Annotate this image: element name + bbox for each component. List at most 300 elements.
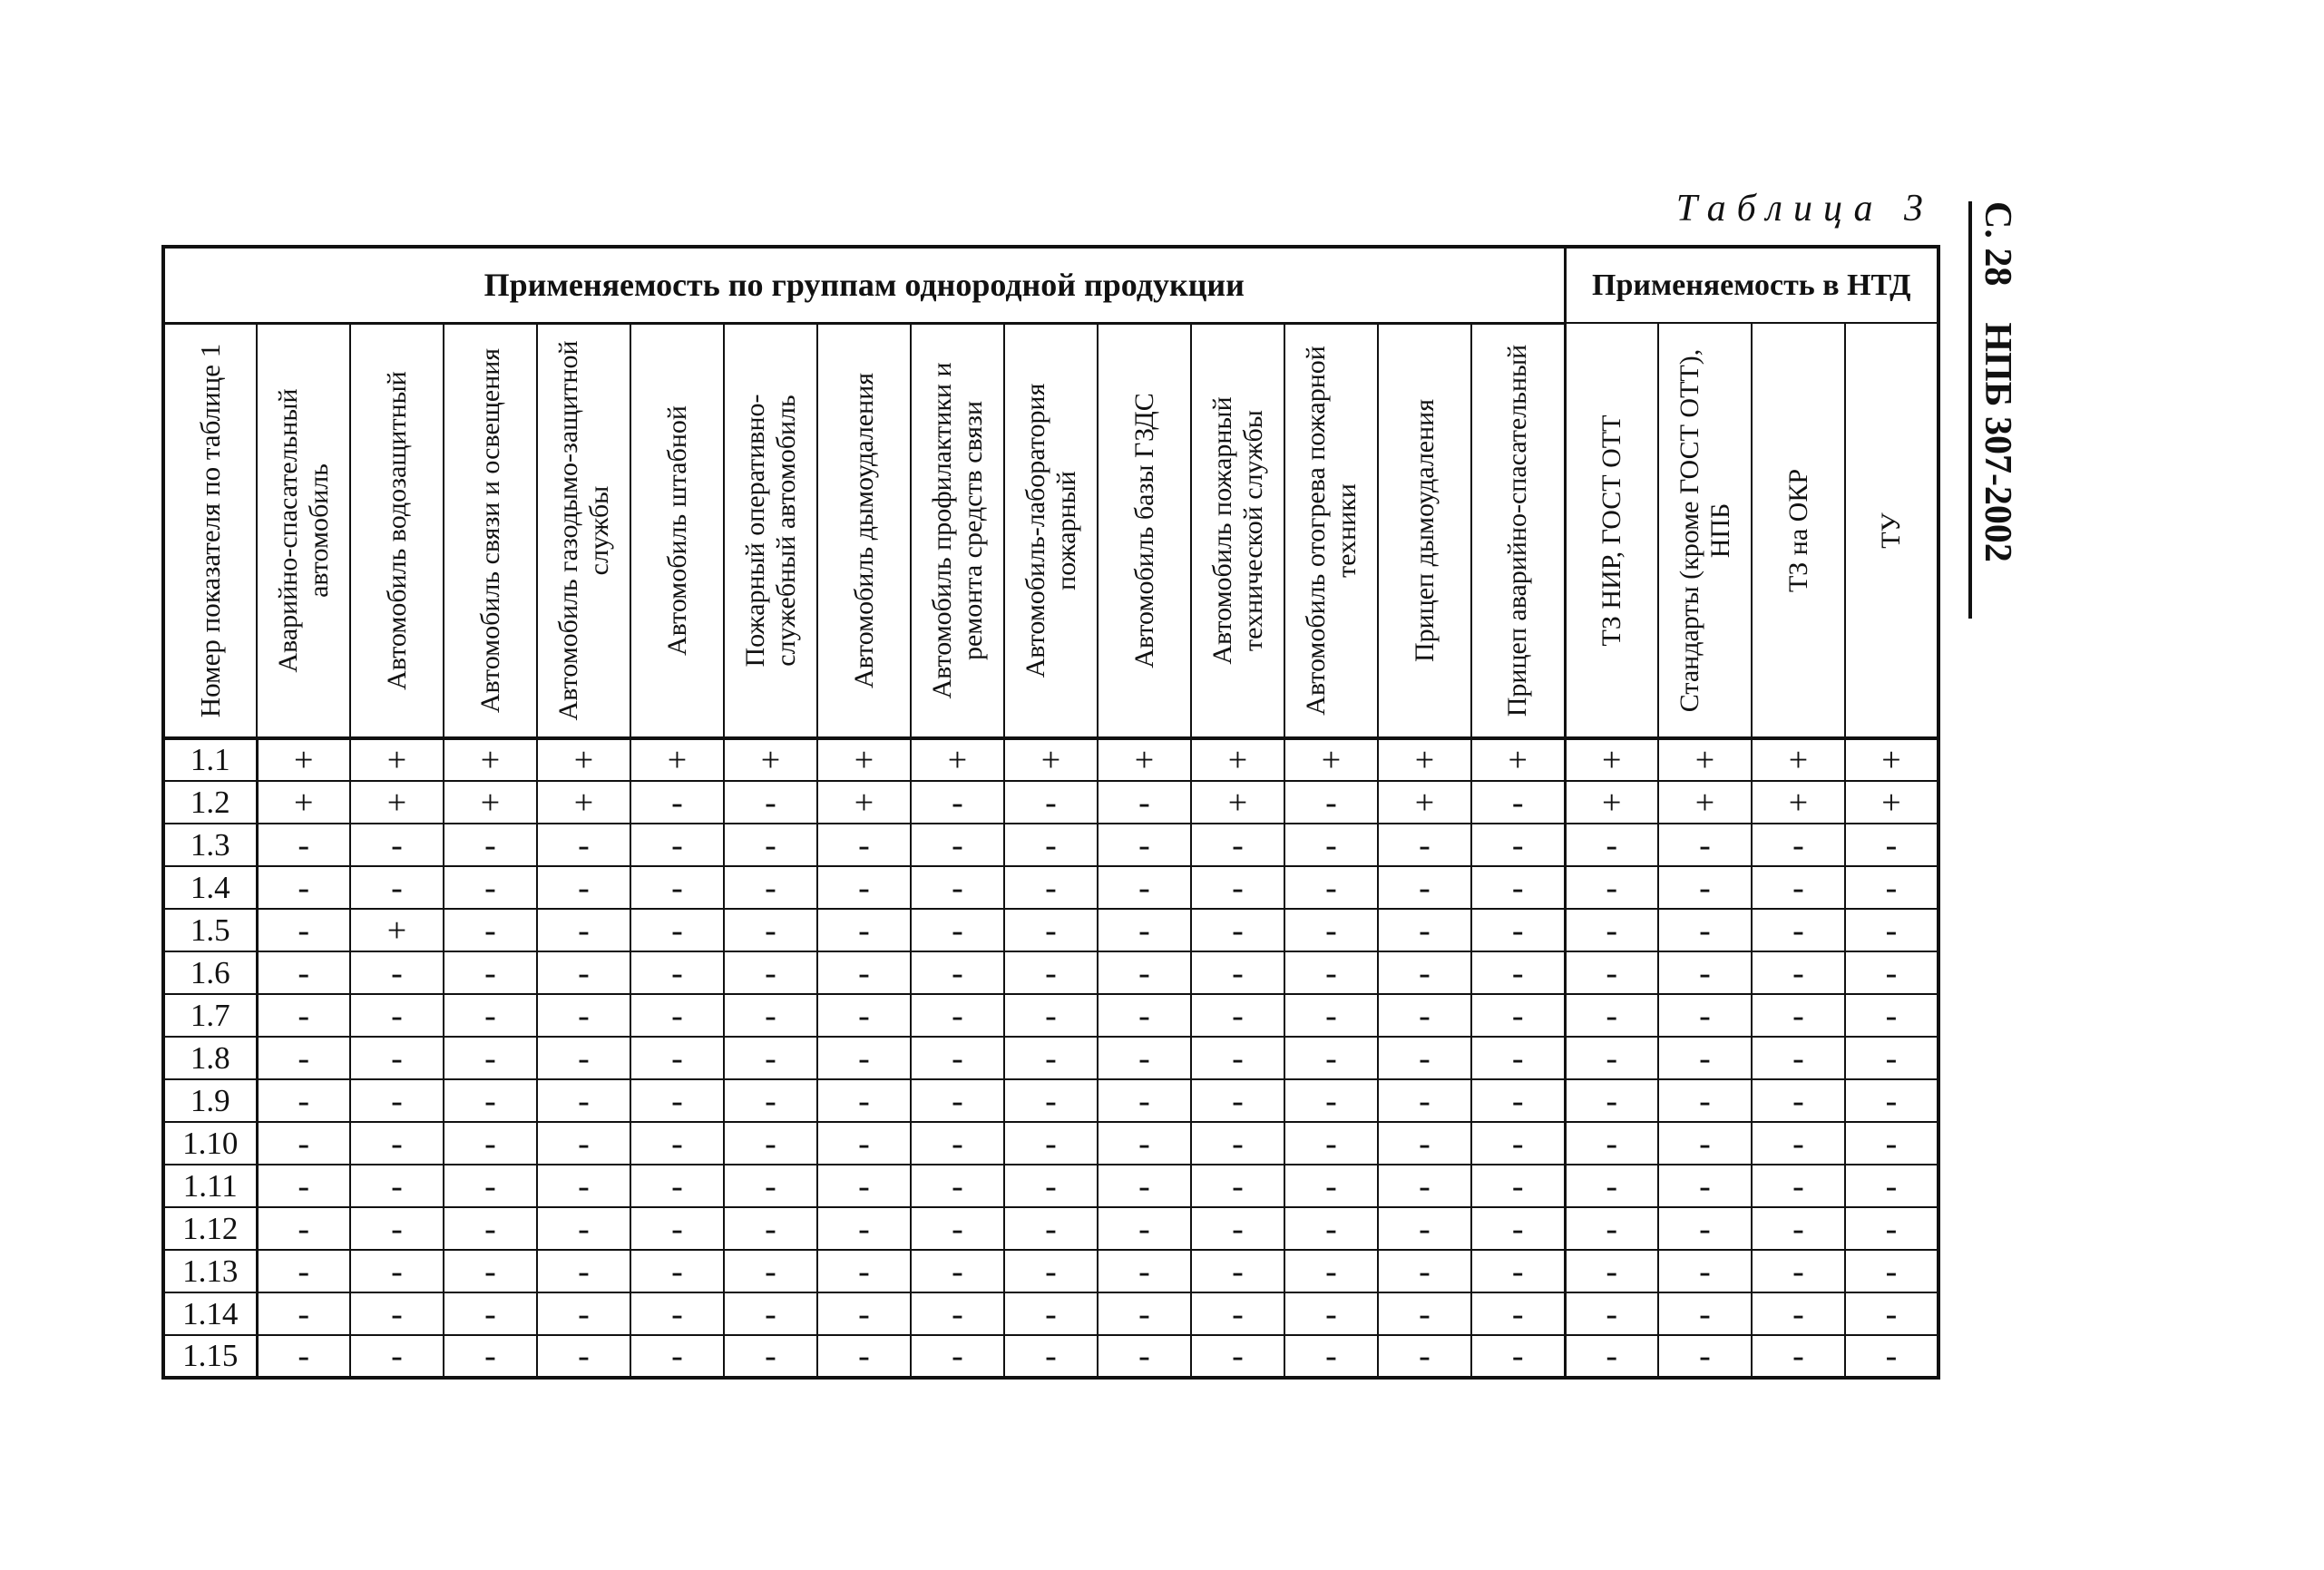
- table-cell: +: [1378, 738, 1471, 781]
- table-cell: -: [911, 1079, 1004, 1122]
- table-cell: -: [444, 1165, 537, 1207]
- table-cell: -: [724, 951, 817, 994]
- table-cell: -: [724, 824, 817, 866]
- table-cell: -: [350, 824, 444, 866]
- table-cell: +: [1565, 738, 1658, 781]
- table-row: [163, 1122, 1938, 1165]
- table-row: [163, 994, 1938, 1037]
- table-cell: -: [1471, 781, 1565, 824]
- table-cell: -: [1471, 1079, 1565, 1122]
- table-cell: -: [1565, 951, 1658, 994]
- table-cell: -: [444, 1079, 537, 1122]
- row-number: 1.5: [163, 909, 257, 951]
- table-cell: -: [1004, 1165, 1098, 1207]
- table-cell: -: [257, 866, 350, 909]
- table-cell: -: [1378, 994, 1471, 1037]
- table-cell: +: [257, 781, 350, 824]
- table-cell: -: [724, 1037, 817, 1079]
- table-row: [163, 951, 1938, 994]
- column-header-4-label: Автомобиль газодымо-защитной службы: [552, 340, 614, 721]
- table-cell: +: [1565, 781, 1658, 824]
- table-cell: -: [350, 1079, 444, 1122]
- table-cell: +: [350, 781, 444, 824]
- table-cell: -: [350, 1292, 444, 1335]
- table-row: [163, 1250, 1938, 1292]
- table-cell: -: [1752, 951, 1845, 994]
- table-cell: -: [630, 866, 724, 909]
- table-cell: -: [257, 1122, 350, 1165]
- column-header-16: [1658, 323, 1752, 738]
- table-cell: -: [1004, 781, 1098, 824]
- table-cell: -: [537, 1250, 630, 1292]
- table-cell: -: [1378, 1250, 1471, 1292]
- table-cell: -: [1004, 824, 1098, 866]
- table-cell: -: [1845, 1292, 1938, 1335]
- table-cell: -: [724, 994, 817, 1037]
- table-cell: -: [1471, 1122, 1565, 1165]
- table-cell: -: [911, 781, 1004, 824]
- table-cell: -: [1284, 1250, 1378, 1292]
- table-cell: -: [630, 1079, 724, 1122]
- table-cell: -: [1004, 951, 1098, 994]
- table-cell: -: [1658, 1037, 1752, 1079]
- table-cell: -: [1471, 951, 1565, 994]
- table-row: [163, 781, 1938, 824]
- table-cell: -: [257, 951, 350, 994]
- table-cell: +: [1098, 738, 1191, 781]
- table-cell: -: [350, 1207, 444, 1250]
- table-cell: -: [1378, 1165, 1471, 1207]
- table-cell: -: [1191, 1250, 1284, 1292]
- table-row: [163, 1037, 1938, 1079]
- table-cell: -: [1471, 1335, 1565, 1378]
- table-cell: -: [911, 909, 1004, 951]
- table-cell: -: [257, 909, 350, 951]
- table-cell: -: [1565, 1292, 1658, 1335]
- page-header-text: [1968, 201, 2023, 619]
- table-cell: -: [1658, 1165, 1752, 1207]
- table-cell: -: [1098, 824, 1191, 866]
- table-cell: -: [1565, 1122, 1658, 1165]
- table-cell: -: [1378, 1079, 1471, 1122]
- table-cell: -: [630, 1292, 724, 1335]
- table-cell: -: [1191, 951, 1284, 994]
- table-cell: -: [817, 951, 911, 994]
- row-number: 1.2: [163, 781, 257, 824]
- table-cell: -: [1752, 824, 1845, 866]
- table-cell: -: [1752, 1335, 1845, 1378]
- table-cell: -: [1004, 1250, 1098, 1292]
- table-cell: -: [817, 866, 911, 909]
- row-number: 1.15: [163, 1335, 257, 1378]
- table-cell: -: [1845, 1079, 1938, 1122]
- table-cell: -: [630, 994, 724, 1037]
- table-cell: -: [911, 1250, 1004, 1292]
- column-header-1-label: Аварийно-спасательный автомобиль: [272, 388, 334, 673]
- page-number: С. 28: [1977, 201, 2018, 287]
- table-cell: -: [1565, 994, 1658, 1037]
- table-cell: +: [1284, 738, 1378, 781]
- table-cell: -: [444, 866, 537, 909]
- table-cell: -: [724, 1335, 817, 1378]
- table-cell: -: [1098, 951, 1191, 994]
- table-cell: -: [257, 1335, 350, 1378]
- table-cell: -: [1191, 824, 1284, 866]
- column-header-10-label: Автомобиль базы ГЗДС: [1128, 392, 1159, 668]
- column-header-indicator-number: [163, 323, 257, 738]
- table-cell: -: [1004, 909, 1098, 951]
- table-cell: -: [1378, 1122, 1471, 1165]
- table-cell: +: [1378, 781, 1471, 824]
- table-cell: -: [257, 1292, 350, 1335]
- row-number: 1.4: [163, 866, 257, 909]
- table-cell: -: [1565, 1250, 1658, 1292]
- table-cell: -: [724, 1250, 817, 1292]
- column-header-7: [817, 323, 911, 738]
- table-cell: -: [444, 1122, 537, 1165]
- table-cell: -: [537, 866, 630, 909]
- column-header-8: [911, 323, 1004, 738]
- table-cell: -: [817, 1165, 911, 1207]
- column-header-12-label: Автомобиль отогрева пожарной техники: [1300, 345, 1362, 716]
- column-header-9-label: Автомобиль-лаборатория пожарный: [1020, 383, 1081, 678]
- row-number: 1.6: [163, 951, 257, 994]
- table-row: [163, 1165, 1938, 1207]
- table-cell: -: [1098, 1207, 1191, 1250]
- row-number: 1.9: [163, 1079, 257, 1122]
- table-cell: -: [817, 1335, 911, 1378]
- table-cell: -: [1378, 951, 1471, 994]
- table-cell: -: [1284, 781, 1378, 824]
- table-cell: -: [1752, 994, 1845, 1037]
- table-cell: -: [1098, 1037, 1191, 1079]
- column-header-14-label: Прицеп аварийно-спасательный: [1502, 344, 1533, 717]
- table-cell: -: [537, 1079, 630, 1122]
- table-cell: -: [257, 994, 350, 1037]
- table-cell: -: [1565, 1079, 1658, 1122]
- table-cell: -: [1845, 951, 1938, 994]
- table-cell: -: [1378, 909, 1471, 951]
- table-cell: -: [630, 1165, 724, 1207]
- table-cell: -: [724, 1165, 817, 1207]
- table-cell: -: [1284, 866, 1378, 909]
- table-cell: -: [1378, 1292, 1471, 1335]
- table-cell: -: [1471, 1165, 1565, 1207]
- column-header-8-label: Автомобиль профилактики и ремонта средств связи: [926, 362, 988, 699]
- table-cell: -: [1471, 824, 1565, 866]
- row-number: 1.7: [163, 994, 257, 1037]
- table-header-row-1: [163, 247, 1938, 323]
- table-cell: -: [1752, 1165, 1845, 1207]
- table-cell: -: [724, 781, 817, 824]
- table-cell: -: [1658, 1292, 1752, 1335]
- column-header-11-label: Автомобиль пожарный технической службы: [1206, 396, 1268, 665]
- table-cell: +: [1845, 738, 1938, 781]
- table-cell: -: [1191, 1122, 1284, 1165]
- table-row: [163, 866, 1938, 909]
- table-row: [163, 1292, 1938, 1335]
- table-cell: -: [1284, 824, 1378, 866]
- table-cell: -: [1658, 909, 1752, 951]
- table-cell: -: [1845, 1122, 1938, 1165]
- table-cell: -: [911, 866, 1004, 909]
- table-cell: -: [1658, 1335, 1752, 1378]
- column-header-6-label: Пожарный оперативно-служебный автомобиль: [739, 394, 801, 668]
- column-header-5-label: Автомобиль штабной: [661, 405, 692, 656]
- table-cell: -: [1752, 909, 1845, 951]
- table-cell: -: [537, 1335, 630, 1378]
- table-cell: -: [1098, 909, 1191, 951]
- table-cell: -: [537, 1165, 630, 1207]
- table-cell: -: [1658, 951, 1752, 994]
- table-cell: -: [1565, 1335, 1658, 1378]
- table-cell: -: [1191, 1037, 1284, 1079]
- table-cell: -: [537, 951, 630, 994]
- table-cell: -: [724, 1292, 817, 1335]
- table-cell: -: [1845, 1037, 1938, 1079]
- table-cell: -: [1284, 1037, 1378, 1079]
- table-cell: -: [1378, 1207, 1471, 1250]
- table-cell: +: [724, 738, 817, 781]
- table-cell: -: [1378, 824, 1471, 866]
- row-number: 1.3: [163, 824, 257, 866]
- applicability-table: [161, 245, 1940, 1380]
- table-cell: -: [1284, 1292, 1378, 1335]
- table-cell: -: [1845, 824, 1938, 866]
- column-header-18: [1845, 323, 1938, 738]
- table-cell: -: [1565, 824, 1658, 866]
- table-cell: -: [1471, 1207, 1565, 1250]
- table-cell: +: [911, 738, 1004, 781]
- table-cell: -: [444, 1335, 537, 1378]
- table-cell: -: [1004, 1037, 1098, 1079]
- table-cell: -: [537, 994, 630, 1037]
- table-cell: -: [444, 909, 537, 951]
- table-cell: -: [1004, 1207, 1098, 1250]
- table-cell: -: [1004, 866, 1098, 909]
- table-cell: +: [817, 781, 911, 824]
- table-cell: -: [1191, 994, 1284, 1037]
- table-cell: -: [1658, 994, 1752, 1037]
- table-cell: -: [1378, 1037, 1471, 1079]
- column-header-1: [257, 323, 350, 738]
- table-caption: Таблица 3: [1675, 188, 1934, 229]
- table-cell: -: [537, 1122, 630, 1165]
- table-cell: -: [1658, 1079, 1752, 1122]
- table-row: [163, 1335, 1938, 1378]
- table-cell: -: [1845, 909, 1938, 951]
- table-cell: +: [1752, 781, 1845, 824]
- table-cell: +: [1471, 738, 1565, 781]
- column-header-3: [444, 323, 537, 738]
- table-cell: -: [1191, 866, 1284, 909]
- table-cell: -: [1565, 909, 1658, 951]
- table-cell: +: [1004, 738, 1098, 781]
- column-header-3-label: Автомобиль связи и освещения: [474, 347, 505, 713]
- table-cell: -: [1004, 1079, 1098, 1122]
- table-cell: +: [1191, 738, 1284, 781]
- page-header: [1968, 201, 2023, 619]
- table-cell: -: [1284, 1165, 1378, 1207]
- table-cell: -: [537, 1037, 630, 1079]
- column-header-10: [1098, 323, 1191, 738]
- table-cell: -: [1284, 1207, 1378, 1250]
- table-cell: -: [1845, 1165, 1938, 1207]
- column-header-18-label: ТУ: [1876, 512, 1906, 549]
- table-cell: -: [817, 1122, 911, 1165]
- table-cell: -: [1752, 1079, 1845, 1122]
- table-cell: -: [1752, 1122, 1845, 1165]
- column-header-11: [1191, 323, 1284, 738]
- column-header-indicator-number-label: Номер показателя по таблице 1: [194, 343, 226, 718]
- table-cell: -: [1471, 994, 1565, 1037]
- table-cell: -: [1004, 994, 1098, 1037]
- table-cell: -: [1658, 1250, 1752, 1292]
- table-cell: -: [1004, 1292, 1098, 1335]
- table-cell: -: [1284, 1335, 1378, 1378]
- table-cell: -: [1098, 866, 1191, 909]
- table-cell: -: [1752, 1292, 1845, 1335]
- column-header-15: [1565, 323, 1658, 738]
- table-cell: -: [1845, 866, 1938, 909]
- table-cell: -: [1565, 1207, 1658, 1250]
- table-cell: -: [1471, 1292, 1565, 1335]
- table-cell: -: [257, 1165, 350, 1207]
- table-cell: -: [911, 1122, 1004, 1165]
- table-cell: -: [537, 1292, 630, 1335]
- table-cell: -: [724, 909, 817, 951]
- table-cell: -: [1284, 994, 1378, 1037]
- table-cell: -: [444, 994, 537, 1037]
- table-cell: -: [630, 1207, 724, 1250]
- table-cell: -: [537, 1207, 630, 1250]
- table-cell: -: [1845, 1250, 1938, 1292]
- table-cell: -: [350, 994, 444, 1037]
- table-cell: -: [1845, 1207, 1938, 1250]
- table-cell: -: [1284, 951, 1378, 994]
- table-cell: -: [444, 1207, 537, 1250]
- table-cell: -: [1752, 1207, 1845, 1250]
- table-cell: +: [1658, 738, 1752, 781]
- row-number: 1.12: [163, 1207, 257, 1250]
- row-number: 1.13: [163, 1250, 257, 1292]
- table-cell: -: [537, 824, 630, 866]
- table-header-row-2: [163, 323, 1938, 738]
- column-header-17-label: ТЗ на ОКР: [1782, 468, 1813, 592]
- table-cell: -: [630, 781, 724, 824]
- table-cell: -: [1098, 1122, 1191, 1165]
- table-cell: -: [1191, 1292, 1284, 1335]
- table-cell: -: [630, 951, 724, 994]
- table-cell: -: [1098, 1335, 1191, 1378]
- table-cell: -: [817, 1292, 911, 1335]
- table-cell: -: [257, 824, 350, 866]
- table-cell: -: [630, 1037, 724, 1079]
- table-cell: -: [1191, 1335, 1284, 1378]
- table-cell: -: [350, 866, 444, 909]
- table-cell: -: [911, 951, 1004, 994]
- table-cell: -: [350, 1037, 444, 1079]
- table-cell: -: [1191, 1207, 1284, 1250]
- table-cell: -: [724, 1207, 817, 1250]
- table-cell: -: [1378, 866, 1471, 909]
- table-cell: -: [1565, 866, 1658, 909]
- table-body: [163, 738, 1938, 1378]
- table-cell: -: [724, 1079, 817, 1122]
- table-cell: -: [817, 994, 911, 1037]
- table-cell: -: [350, 1335, 444, 1378]
- row-number: 1.1: [163, 738, 257, 781]
- table-cell: +: [444, 781, 537, 824]
- column-header-4: [537, 323, 630, 738]
- table-row: [163, 1079, 1938, 1122]
- table-cell: -: [1658, 866, 1752, 909]
- table-cell: -: [257, 1250, 350, 1292]
- table-cell: -: [1098, 1250, 1191, 1292]
- table-cell: -: [257, 1207, 350, 1250]
- column-header-6: [724, 323, 817, 738]
- table-cell: -: [444, 1292, 537, 1335]
- table-cell: -: [724, 866, 817, 909]
- table-row: [163, 909, 1938, 951]
- table-cell: -: [630, 909, 724, 951]
- table-cell: -: [911, 1037, 1004, 1079]
- table-cell: -: [444, 1037, 537, 1079]
- table-cell: -: [1471, 866, 1565, 909]
- column-header-5: [630, 323, 724, 738]
- table-cell: +: [1658, 781, 1752, 824]
- table-cell: -: [1565, 1165, 1658, 1207]
- row-number: 1.8: [163, 1037, 257, 1079]
- table-cell: -: [1284, 909, 1378, 951]
- table-cell: +: [630, 738, 724, 781]
- table-cell: -: [817, 1037, 911, 1079]
- table-cell: -: [444, 1250, 537, 1292]
- column-header-16-label: Стандарты (кроме ГОСТ ОТТ), НПБ: [1674, 348, 1735, 712]
- column-header-14: [1471, 323, 1565, 738]
- table-cell: -: [257, 1037, 350, 1079]
- document-code: НПБ 307-2002: [1977, 322, 2018, 562]
- table-cell: +: [257, 738, 350, 781]
- table-cell: +: [817, 738, 911, 781]
- table-cell: -: [1658, 824, 1752, 866]
- table-cell: -: [1098, 1292, 1191, 1335]
- table-cell: -: [444, 951, 537, 994]
- table-cell: -: [1752, 1250, 1845, 1292]
- table-cell: -: [1098, 1165, 1191, 1207]
- table-cell: -: [1098, 1079, 1191, 1122]
- table-cell: -: [1471, 1250, 1565, 1292]
- table-cell: -: [630, 1122, 724, 1165]
- table-cell: -: [911, 1207, 1004, 1250]
- table-cell: -: [1004, 1335, 1098, 1378]
- table-cell: -: [724, 1122, 817, 1165]
- table-cell: -: [1658, 1122, 1752, 1165]
- table-cell: +: [350, 909, 444, 951]
- table-cell: +: [444, 738, 537, 781]
- table-cell: -: [1378, 1335, 1471, 1378]
- table-cell: -: [1284, 1122, 1378, 1165]
- table-row: [163, 1207, 1938, 1250]
- table-cell: +: [1752, 738, 1845, 781]
- column-header-9: [1004, 323, 1098, 738]
- table-cell: -: [630, 1335, 724, 1378]
- table-cell: -: [1845, 1335, 1938, 1378]
- table-cell: +: [537, 738, 630, 781]
- table-cell: +: [350, 738, 444, 781]
- column-header-15-label: ТЗ НИР, ГОСТ ОТТ: [1596, 414, 1626, 646]
- table-cell: -: [911, 994, 1004, 1037]
